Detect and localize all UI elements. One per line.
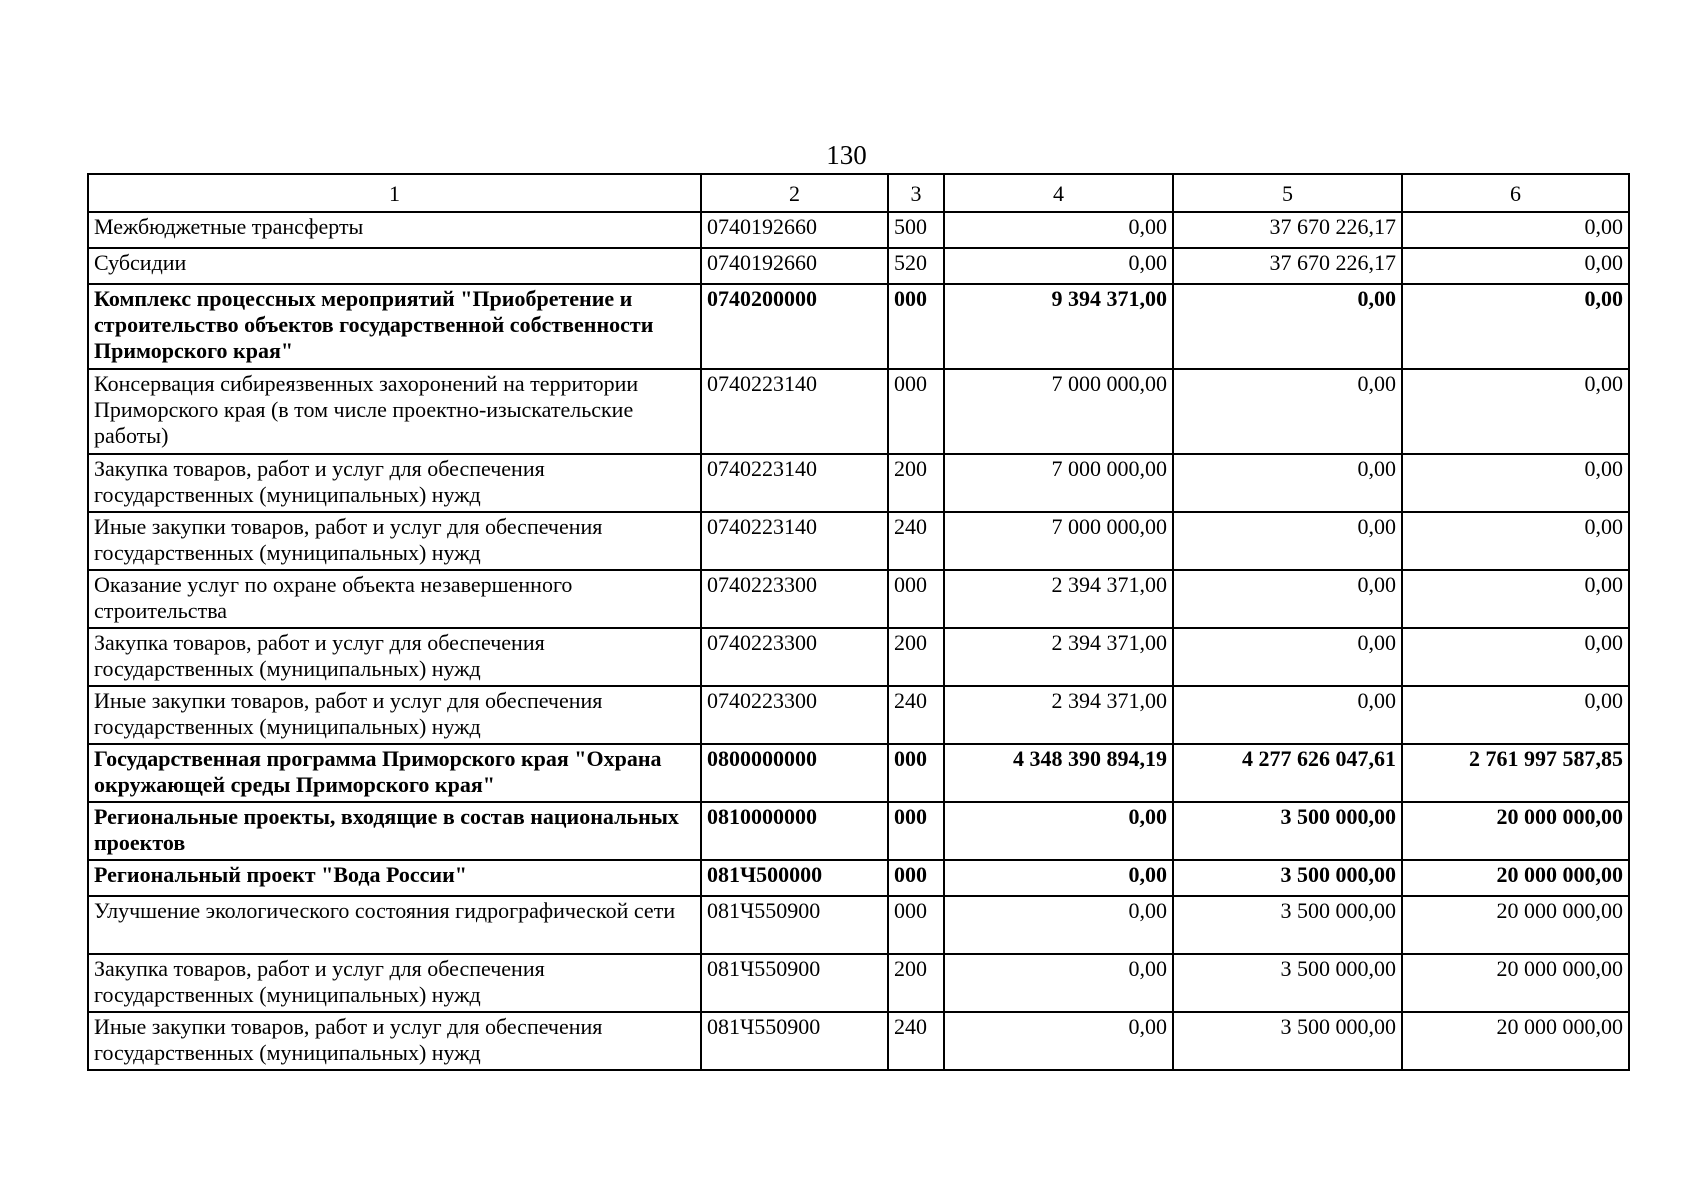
- row-name: Иные закупки товаров, работ и услуг для обеспечения государственных (муниципальных) нужд: [88, 1012, 701, 1070]
- row-value-4: 0,00: [944, 1012, 1173, 1070]
- row-type: 000: [888, 369, 944, 454]
- row-name: Межбюджетные трансферты: [88, 212, 701, 248]
- row-name: Оказание услуг по охране объекта незавершенного строительства: [88, 570, 701, 628]
- row-value-6: 20 000 000,00: [1402, 954, 1629, 1012]
- row-value-5: 3 500 000,00: [1173, 1012, 1402, 1070]
- row-value-4: 0,00: [944, 248, 1173, 284]
- row-value-5: 4 277 626 047,61: [1173, 744, 1402, 802]
- table-row: [88, 369, 1629, 454]
- row-value-5: 3 500 000,00: [1173, 802, 1402, 860]
- row-value-5: 0,00: [1173, 628, 1402, 686]
- row-value-6: 0,00: [1402, 512, 1629, 570]
- row-name: Субсидии: [88, 248, 701, 284]
- row-code: 081Ч550900: [701, 954, 888, 1012]
- table-row: [88, 860, 1629, 896]
- row-type: 520: [888, 248, 944, 284]
- row-value-6: 0,00: [1402, 686, 1629, 744]
- row-code: 0800000000: [701, 744, 888, 802]
- row-value-5: 0,00: [1173, 454, 1402, 512]
- row-value-6: 20 000 000,00: [1402, 802, 1629, 860]
- row-code: 081Ч500000: [701, 860, 888, 896]
- row-code: 0740200000: [701, 284, 888, 369]
- row-name: Комплекс процессных мероприятий "Приобретение и строительство объектов государственной собственности Приморского края": [88, 284, 701, 369]
- row-value-4: 7 000 000,00: [944, 512, 1173, 570]
- row-value-4: 0,00: [944, 896, 1173, 954]
- row-value-4: 0,00: [944, 954, 1173, 1012]
- row-value-4: 2 394 371,00: [944, 628, 1173, 686]
- table-row: [88, 628, 1629, 686]
- table-row: [88, 954, 1629, 1012]
- row-name: Улучшение экологического состояния гидрографической сети: [88, 896, 701, 954]
- table-row: [88, 248, 1629, 284]
- row-value-4: 9 394 371,00: [944, 284, 1173, 369]
- row-value-4: 0,00: [944, 212, 1173, 248]
- row-code: 0740192660: [701, 248, 888, 284]
- row-type: 000: [888, 860, 944, 896]
- row-code: 0740192660: [701, 212, 888, 248]
- table-row: [88, 454, 1629, 512]
- row-type: 500: [888, 212, 944, 248]
- table-row: [88, 896, 1629, 954]
- row-value-6: 20 000 000,00: [1402, 860, 1629, 896]
- row-code: 0740223140: [701, 512, 888, 570]
- row-value-4: 4 348 390 894,19: [944, 744, 1173, 802]
- row-value-4: 2 394 371,00: [944, 570, 1173, 628]
- row-name: Региональные проекты, входящие в состав национальных проектов: [88, 802, 701, 860]
- row-type: 240: [888, 512, 944, 570]
- row-value-4: 0,00: [944, 802, 1173, 860]
- table-row: [88, 570, 1629, 628]
- row-name: Иные закупки товаров, работ и услуг для обеспечения государственных (муниципальных) нужд: [88, 512, 701, 570]
- row-code: 0740223140: [701, 454, 888, 512]
- row-value-6: 0,00: [1402, 628, 1629, 686]
- table-row: [88, 686, 1629, 744]
- row-code: 0740223140: [701, 369, 888, 454]
- row-value-5: 3 500 000,00: [1173, 860, 1402, 896]
- column-header: 5: [1173, 174, 1402, 212]
- row-value-6: 0,00: [1402, 284, 1629, 369]
- row-code: 0740223300: [701, 570, 888, 628]
- column-header: 2: [701, 174, 888, 212]
- row-type: 000: [888, 570, 944, 628]
- column-header: 3: [888, 174, 944, 212]
- row-type: 000: [888, 744, 944, 802]
- row-code: 0740223300: [701, 686, 888, 744]
- row-value-5: 3 500 000,00: [1173, 954, 1402, 1012]
- row-name: Государственная программа Приморского края "Охрана окружающей среды Приморского края": [88, 744, 701, 802]
- row-value-6: 0,00: [1402, 570, 1629, 628]
- table-row: [88, 212, 1629, 248]
- row-name: Закупка товаров, работ и услуг для обеспечения государственных (муниципальных) нужд: [88, 954, 701, 1012]
- row-value-4: 7 000 000,00: [944, 369, 1173, 454]
- row-value-5: 3 500 000,00: [1173, 896, 1402, 954]
- row-value-6: 0,00: [1402, 212, 1629, 248]
- row-name: Закупка товаров, работ и услуг для обеспечения государственных (муниципальных) нужд: [88, 628, 701, 686]
- row-value-6: 20 000 000,00: [1402, 896, 1629, 954]
- row-type: 000: [888, 802, 944, 860]
- row-name: Консервация сибиреязвенных захоронений на территории Приморского края (в том числе проектно-изыскательские работы): [88, 369, 701, 454]
- row-value-5: 37 670 226,17: [1173, 212, 1402, 248]
- row-name: Региональный проект "Вода России": [88, 860, 701, 896]
- budget-table: [87, 173, 1630, 1071]
- column-header: 4: [944, 174, 1173, 212]
- table-row: [88, 744, 1629, 802]
- row-value-5: 0,00: [1173, 570, 1402, 628]
- table-row: [88, 284, 1629, 369]
- column-header: 1: [88, 174, 701, 212]
- row-value-6: 0,00: [1402, 248, 1629, 284]
- table-row: [88, 802, 1629, 860]
- row-value-6: 0,00: [1402, 454, 1629, 512]
- table-header-row: [88, 174, 1629, 212]
- row-type: 000: [888, 896, 944, 954]
- row-code: 0810000000: [701, 802, 888, 860]
- row-type: 200: [888, 628, 944, 686]
- page-number: 130: [826, 140, 867, 170]
- row-value-4: 7 000 000,00: [944, 454, 1173, 512]
- row-value-6: 0,00: [1402, 369, 1629, 454]
- row-type: 240: [888, 1012, 944, 1070]
- row-code: 081Ч550900: [701, 896, 888, 954]
- row-value-5: 0,00: [1173, 686, 1402, 744]
- row-value-5: 0,00: [1173, 284, 1402, 369]
- row-value-5: 0,00: [1173, 369, 1402, 454]
- row-value-5: 37 670 226,17: [1173, 248, 1402, 284]
- table-row: [88, 1012, 1629, 1070]
- table-row: [88, 512, 1629, 570]
- row-value-5: 0,00: [1173, 512, 1402, 570]
- column-header: 6: [1402, 174, 1629, 212]
- row-value-4: 0,00: [944, 860, 1173, 896]
- row-code: 081Ч550900: [701, 1012, 888, 1070]
- row-type: 240: [888, 686, 944, 744]
- row-type: 200: [888, 454, 944, 512]
- row-name: Иные закупки товаров, работ и услуг для обеспечения государственных (муниципальных) нужд: [88, 686, 701, 744]
- row-code: 0740223300: [701, 628, 888, 686]
- row-type: 200: [888, 954, 944, 1012]
- row-type: 000: [888, 284, 944, 369]
- row-value-6: 20 000 000,00: [1402, 1012, 1629, 1070]
- row-value-4: 2 394 371,00: [944, 686, 1173, 744]
- row-value-6: 2 761 997 587,85: [1402, 744, 1629, 802]
- row-name: Закупка товаров, работ и услуг для обеспечения государственных (муниципальных) нужд: [88, 454, 701, 512]
